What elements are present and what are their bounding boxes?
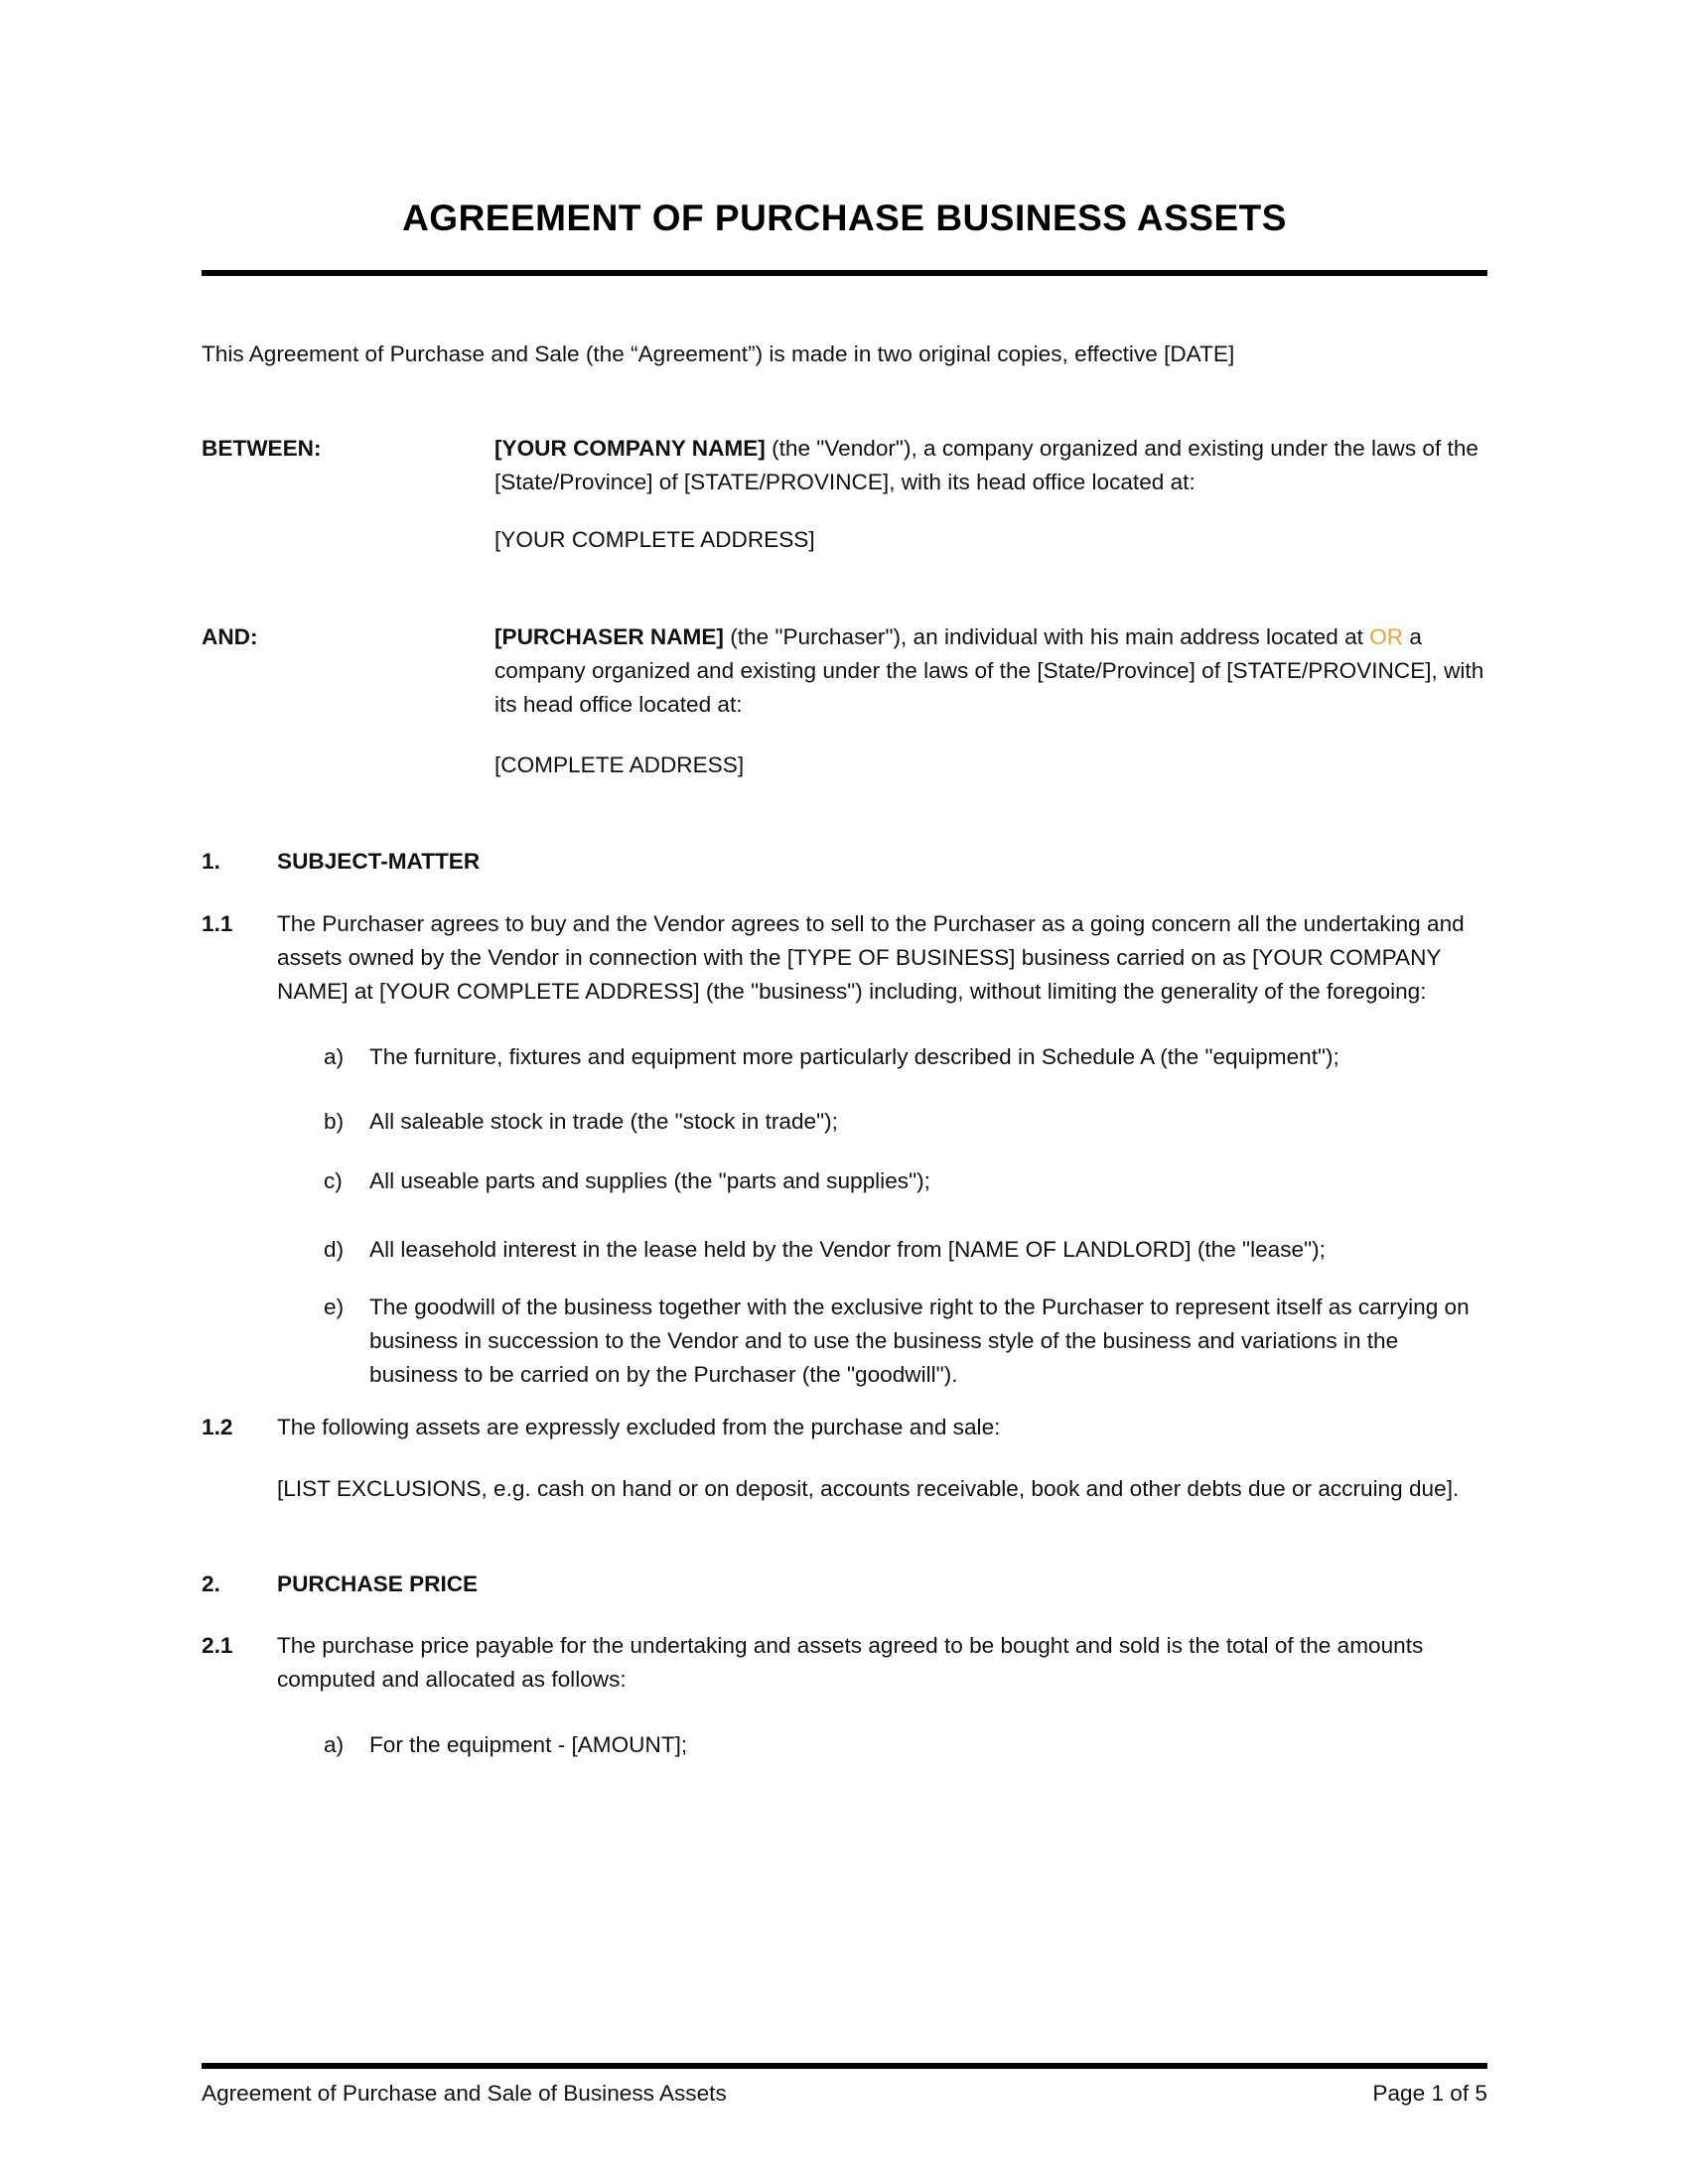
footer xyxy=(202,2063,1487,2110)
vendor-description xyxy=(494,432,1487,499)
clause-2-1 xyxy=(202,1629,1487,1697)
footer-rule xyxy=(202,2063,1487,2069)
title-rule xyxy=(202,270,1487,276)
section-1-heading-row xyxy=(202,845,1487,879)
purchaser-text-before-or: (the "Purchaser"), an individual with his main address located at xyxy=(723,624,1370,649)
list-item-b-marker: b) xyxy=(324,1109,345,1134)
footer-page-number: Page 1 of 5 xyxy=(1372,2081,1487,2106)
vendor-description-text: (the "Vendor"), a company organized and existing under the laws of the [State/Province] of [STATE/PROVINCE], with its head office located at: xyxy=(494,436,1478,494)
document-title: AGREEMENT OF PURCHASE BUSINESS ASSETS xyxy=(402,198,1287,238)
section-1-heading: SUBJECT-MATTER xyxy=(277,849,481,874)
list-item-2a-marker: a) xyxy=(324,1732,345,1757)
purchaser-description xyxy=(494,620,1487,722)
list-item-e-text: The goodwill of the business together with the exclusive right to the Purchaser to represent itself as carrying on business in succession to the Vendor and to use the business style of the business and variations in the business to be carried on by the Purchaser (the "goodwill"). xyxy=(369,1295,1470,1387)
list-item-a-text: The furniture, fixtures and equipment more particularly described in Schedule A (the "equipment"); xyxy=(369,1044,1339,1069)
clause-1-1-number: 1.1 xyxy=(202,911,233,936)
footer-document-title: Agreement of Purchase and Sale of Business Assets xyxy=(202,2081,727,2106)
between-label: BETWEEN: xyxy=(202,436,322,461)
section-2-heading-row xyxy=(202,1568,1487,1601)
and-label: AND: xyxy=(202,624,258,649)
clause-1-1 xyxy=(202,907,1487,1009)
list-item-d-text: All leasehold interest in the lease held by the Vendor from [NAME OF LANDLORD] (the "lease"); xyxy=(369,1237,1326,1262)
section-2-number: 2. xyxy=(202,1571,220,1596)
list-item-b xyxy=(324,1105,1487,1139)
list-item-2a-text: For the equipment - [AMOUNT]; xyxy=(369,1732,688,1757)
list-item-c xyxy=(324,1164,1487,1198)
footer-line xyxy=(202,2078,1487,2110)
vendor-name-placeholder: [YOUR COMPANY NAME] xyxy=(494,436,766,461)
list-item-d xyxy=(324,1233,1487,1267)
clause-2-1-text: The purchase price payable for the undertaking and assets agreed to be bought and sold is the total of the amounts computed and allocated as follows: xyxy=(277,1633,1424,1692)
and-row xyxy=(202,620,1487,722)
list-item-e xyxy=(324,1291,1487,1392)
clause-1-2-text: The following assets are expressly excluded from the purchase and sale: xyxy=(277,1415,1001,1439)
exclusions-placeholder: [LIST EXCLUSIONS, e.g. cash on hand or on deposit, accounts receivable, book and other debts due or accruing due]. xyxy=(277,1476,1460,1501)
clause-1-2 xyxy=(202,1411,1487,1444)
purchaser-text-after-or: a company organized and existing under the laws of the [State/Province] of [STATE/PROVINCE], with its head office located at: xyxy=(494,624,1484,717)
list-item-c-text: All useable parts and supplies (the "parts and supplies"); xyxy=(369,1168,930,1193)
clause-1-2-number: 1.2 xyxy=(202,1415,233,1439)
clause-1-1-text: The Purchaser agrees to buy and the Vendor agrees to sell to the Purchaser as a going concern all the undertaking and assets owned by the Vendor in connection with the [TYPE OF BUSINESS] business carried on as [YOUR COMPANY NAME] at [YOUR COMPLETE ADDRESS] (the "business") including, without limiting the generality of the foregoing: xyxy=(277,911,1465,1004)
list-item-c-marker: c) xyxy=(324,1168,343,1193)
list-item-e-marker: e) xyxy=(324,1295,345,1319)
section-1-number: 1. xyxy=(202,849,220,874)
clause-2-1-number: 2.1 xyxy=(202,1633,233,1658)
purchaser-address-placeholder: [COMPLETE ADDRESS] xyxy=(494,752,745,777)
list-item-2a xyxy=(324,1728,1487,1762)
purchaser-name-placeholder: [PURCHASER NAME] xyxy=(494,624,724,649)
list-item-b-text: All saleable stock in trade (the "stock in trade"); xyxy=(369,1109,838,1134)
or-highlight: OR xyxy=(1369,624,1404,649)
section-2-heading: PURCHASE PRICE xyxy=(277,1571,479,1596)
list-item-a xyxy=(324,1040,1487,1074)
list-item-d-marker: d) xyxy=(324,1237,345,1262)
vendor-address-placeholder: [YOUR COMPLETE ADDRESS] xyxy=(494,527,815,552)
list-item-a-marker: a) xyxy=(324,1044,345,1069)
intro-paragraph: This Agreement of Purchase and Sale (the “Agreement”) is made in two original copies, effective [DATE] xyxy=(202,341,1235,366)
between-row xyxy=(202,432,1487,499)
